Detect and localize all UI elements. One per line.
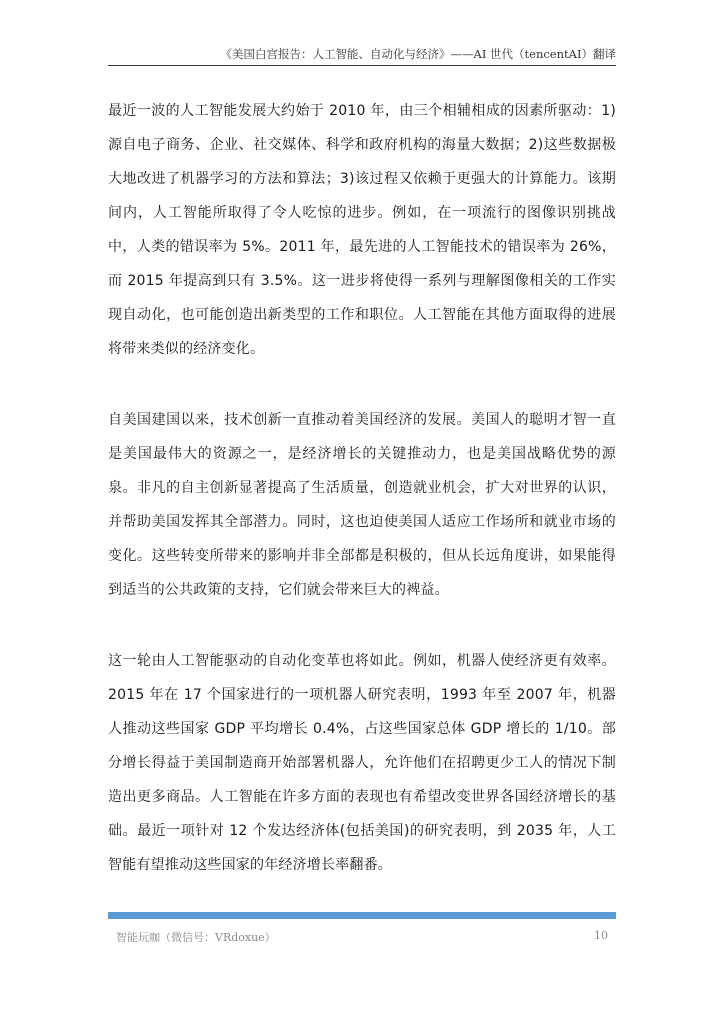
running-header: 《美国白宫报告：人工智能、自动化与经济》——AI 世代（tencentAI）翻译 <box>220 47 616 61</box>
paragraph-2: 自美国建国以来，技术创新一直推动着美国经济的发展。美国人的聪明才智一直是美国最伟大的资源之一，是经济增长的关键推动力，也是美国战略优势的源泉。非凡的自主创新显著提高了生活质量，创造就业机会，扩大对世界的认识，并帮助美国发挥其全部潜力。同时，这也迫使美国人适应工作场所和就业市场的变化。这些转变所带来的影响并非全部都是积极的，但从长远角度讲，如果能得到适当的公共政策的支持，它们就会带来巨大的裨益。 <box>108 412 616 598</box>
header-divider <box>108 65 616 66</box>
footer-bar <box>108 912 616 919</box>
paragraph-3: 这一轮由人工智能驱动的自动化变革也将如此。例如，机器人使经济更有效率。2015 年在 17 个国家进行的一项机器人研究表明，1993 年至 2007 年，机器人推动这些国家 GDP 平均增长 0.4%，占这些国家总体 GDP 增长的 1/10。部分增长得益于美国制造商开始部署机器人，允许他们在招聘更少工人的情况下制造出更多商品。人工智能在许多方面的表现也有希望改变世界各国经济增长的基础。最近一项针对 12 个发达经济体(包括美国)的研究表明，到 2035 年，人工智能有望推动这些国家的年经济增长率翻番。 <box>108 653 616 873</box>
paragraph-1: 最近一波的人工智能发展大约始于 2010 年，由三个相辅相成的因素所驱动：1)源自电子商务、企业、社交媒体、科学和政府机构的海量大数据；2)这些数据极大地改进了机器学习的方法和算法；3)该过程又依赖于更强大的计算能力。该期间内，人工智能所取得了令人吃惊的进步。例如，在一项流行的图像识别挑战中，人类的错误率为 5%。2011 年，最先进的人工智能技术的错误率为 26%，而 2015 年提高到只有 3.5%。这一进步将使得一系列与理解图像相关的工作实现自动化，也可能创造出新类型的工作和职位。人工智能在其他方面取得的进展将带来类似的经济变化。 <box>108 103 616 357</box>
document-body <box>108 94 616 919</box>
page-number: 10 <box>594 929 608 942</box>
footer-source: 智能玩咖（微信号：VRdoxue） <box>116 931 276 944</box>
